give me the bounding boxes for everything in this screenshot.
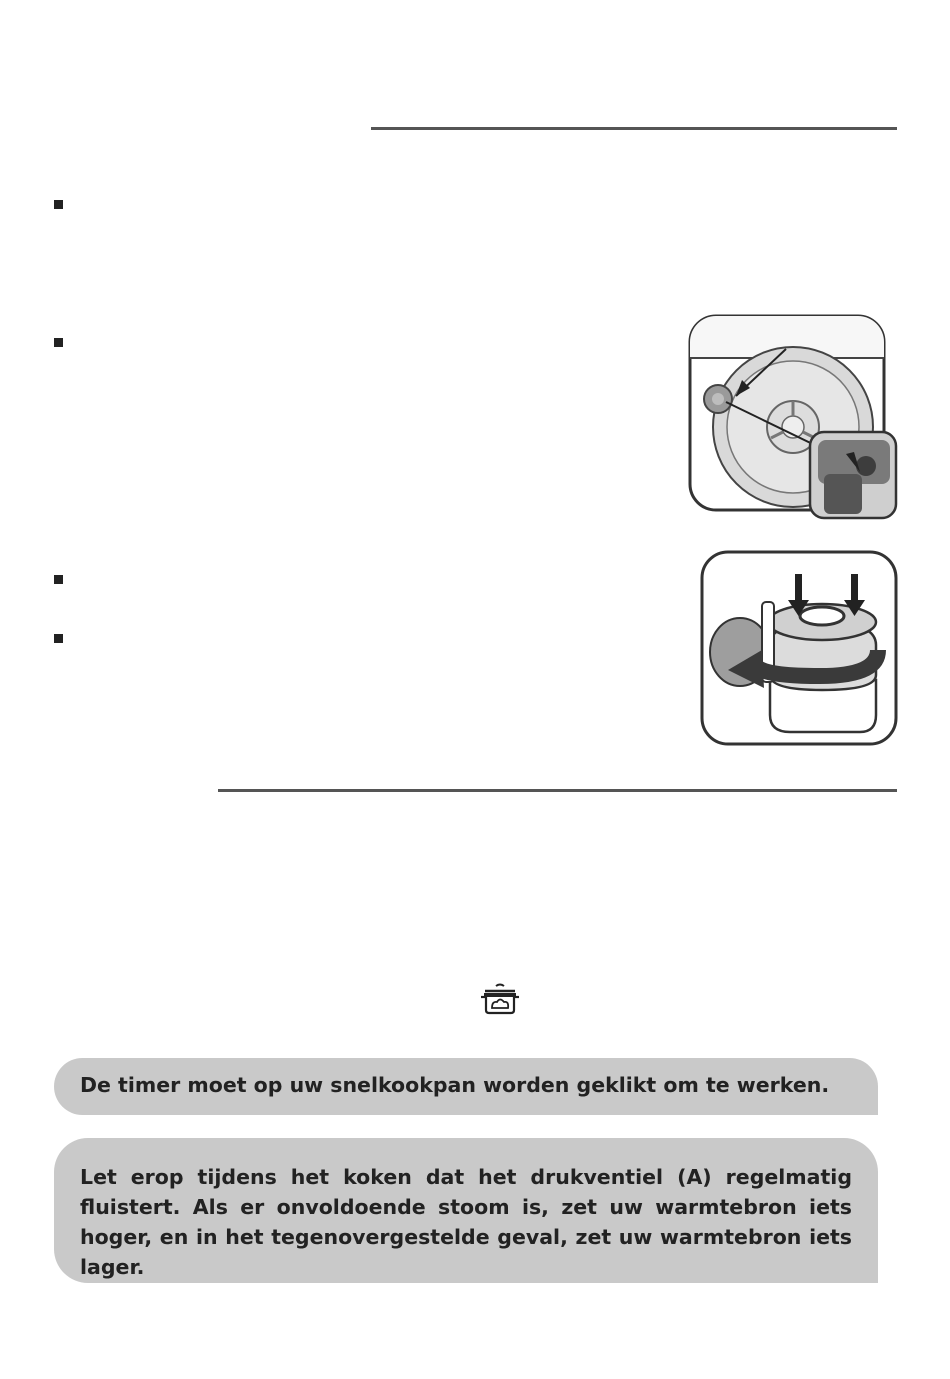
- section-rule-top: [371, 127, 897, 130]
- pressure-valve-note: [54, 1138, 878, 1283]
- lid-valve-illustration: [688, 314, 900, 522]
- valve-rotate-illustration: [700, 550, 900, 748]
- pressure-note-text: Let erop tijdens het koken dat het drukventiel (A) regelmatig fluistert. Als er onvoldoende stoom is, zet uw warmtebron iets hoger, en in het tegenovergestelde geval, zet uw warmtebron iets lager.: [80, 1165, 852, 1279]
- section-rule-middle: [218, 789, 897, 792]
- square-bullet-icon: [54, 338, 63, 347]
- timer-note-text: De timer moet op uw snelkookpan worden geklikt om te werken.: [80, 1073, 830, 1097]
- steam-pot-icon: [481, 983, 519, 1015]
- square-bullet-icon: [54, 200, 63, 209]
- timer-note: [54, 1058, 878, 1115]
- square-bullet-icon: [54, 634, 63, 643]
- square-bullet-icon: [54, 575, 63, 584]
